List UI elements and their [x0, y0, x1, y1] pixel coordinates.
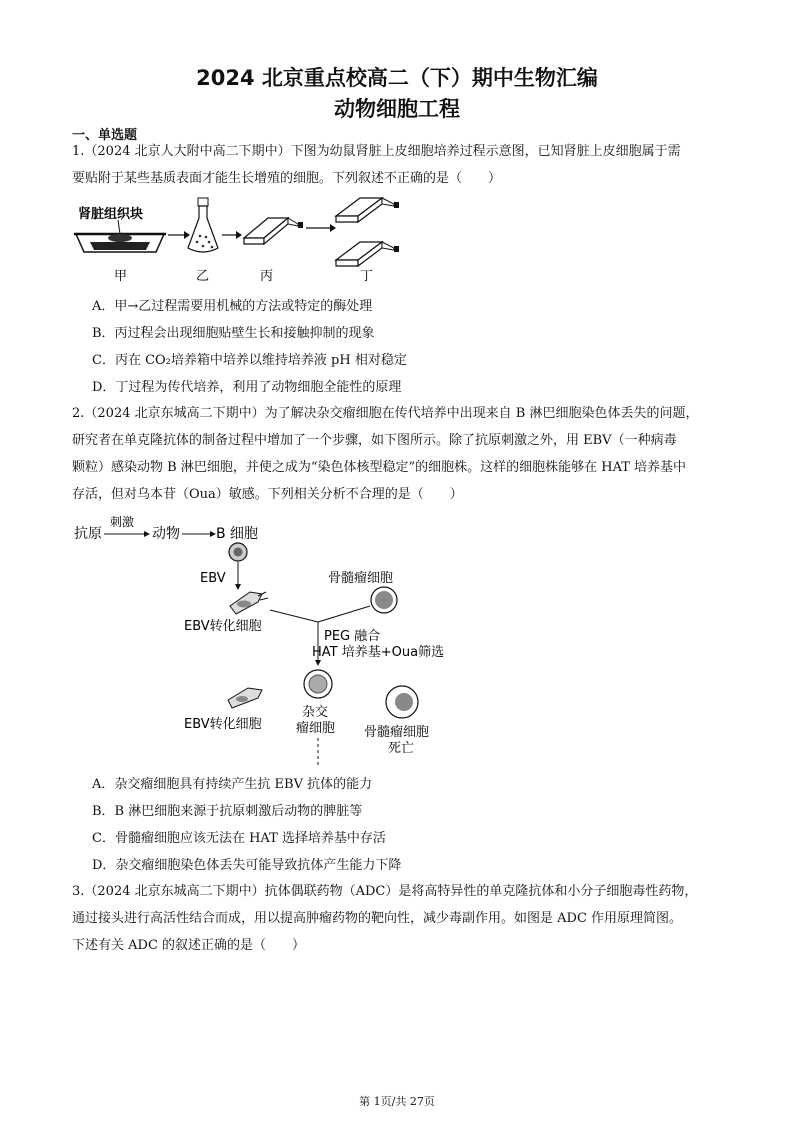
- question-1-option-d: D．丁过程为传代培养，利用了动物细胞全能性的原理: [92, 380, 402, 395]
- question-2-stem: [72, 400, 722, 508]
- ebv-cell-label-2: EBV转化细胞: [184, 717, 262, 732]
- stage-label-jia: 甲: [114, 269, 128, 284]
- question-2-option-b: B．B 淋巴细胞来源于抗原刺激后动物的脾脏等: [92, 804, 363, 819]
- antigen-label: 抗原: [74, 526, 102, 542]
- question-3-stem-line: 通过接头进行高活性结合而成，用以提高肿瘤药物的靶向性，减少毒副作用。如图是 ADC 作用原理简图。: [72, 911, 683, 926]
- section-heading: 一、单选题: [72, 128, 138, 143]
- question-1-option-b: B．丙过程会出现细胞贴壁生长和接触抑制的现象: [92, 326, 375, 341]
- question-2-stem-line: 2.（2024 北京东城高二下期中）为了解决杂交瘤细胞在传代培养中出现来自 B 淋巴细胞染色体丢失的问题，: [72, 406, 699, 421]
- question-2-option-c: C．骨髓瘤细胞应该无法在 HAT 选择培养基中存活: [92, 831, 386, 846]
- question-2-figure: [72, 510, 482, 770]
- question-3-stem: [72, 878, 722, 959]
- question-1-option-c: C．丙在 CO₂培养箱中培养以维持培养液 pH 相对稳定: [92, 353, 407, 368]
- question-2-stem-line: 颗粒）感染动物 B 淋巴细胞，并使之成为“染色体核型稳定”的细胞株。这样的细胞株能够在 HAT 培养基中: [72, 460, 687, 475]
- question-1-figure: [72, 190, 422, 290]
- stage-label-bing: 丙: [260, 269, 274, 284]
- question-2-option-d: D．杂交瘤细胞染色体丢失可能导致抗体产生能力下降: [92, 858, 402, 873]
- tissue-label: 肾脏组织块: [78, 207, 144, 222]
- ebv-cell-label: EBV转化细胞: [184, 619, 262, 634]
- stage-label-yi: 乙: [196, 269, 210, 284]
- ebv-label: EBV: [200, 571, 226, 586]
- animal-label: 动物: [152, 526, 180, 542]
- page-title: 2024 北京重点校高二（下）期中生物汇编: [196, 66, 598, 90]
- hybridoma-label-2: 瘤细胞: [296, 721, 336, 736]
- myeloma-dead-label-2: 死亡: [388, 741, 415, 756]
- hybridoma-label-1: 杂交: [302, 705, 329, 720]
- stage-label-ding: 丁: [360, 269, 374, 284]
- question-2-option-a: A．杂交瘤细胞具有持续产生抗 EBV 抗体的能力: [92, 777, 373, 792]
- page-footer: 第 1页/共 27页: [359, 1095, 435, 1108]
- stimulate-label: 刺激: [110, 515, 135, 529]
- b-cell-label: B 细胞: [216, 526, 259, 542]
- question-3-stem-line: 下述有关 ADC 的叙述正确的是（ ）: [72, 938, 306, 953]
- question-1-stem: [72, 138, 722, 192]
- myeloma-label: 骨髓瘤细胞: [328, 571, 394, 586]
- question-1-option-a: A．甲→乙过程需要用机械的方法或特定的酶处理: [92, 299, 373, 314]
- question-2-stem-line: 存活，但对乌本苷（Oua）敏感。下列相关分析不合理的是（ ）: [72, 487, 463, 502]
- question-1-stem-line: 1.（2024 北京人大附中高二下期中）下图为幼鼠肾脏上皮细胞培养过程示意图，已知肾脏上皮细胞属于需: [72, 144, 681, 159]
- page-subtitle: 动物细胞工程: [334, 97, 460, 121]
- question-3-stem-line: 3.（2024 北京东城高二下期中）抗体偶联药物（ADC）是将高特异性的单克隆抗体和小分子细胞毒性药物，: [72, 884, 698, 899]
- hat-label: HAT 培养基+Oua筛选: [312, 645, 445, 660]
- peg-label: PEG 融合: [324, 629, 381, 644]
- question-1-stem-line: 要贴附于某些基质表面才能生长增殖的细胞。下列叙述不正确的是（ ）: [72, 171, 502, 186]
- question-2-stem-line: 研究者在单克隆抗体的制备过程中增加了一个步骤，如下图所示。除了抗原刺激之外，用 EBV（一种病毒: [72, 433, 677, 448]
- myeloma-dead-label-1: 骨髓瘤细胞: [364, 725, 430, 740]
